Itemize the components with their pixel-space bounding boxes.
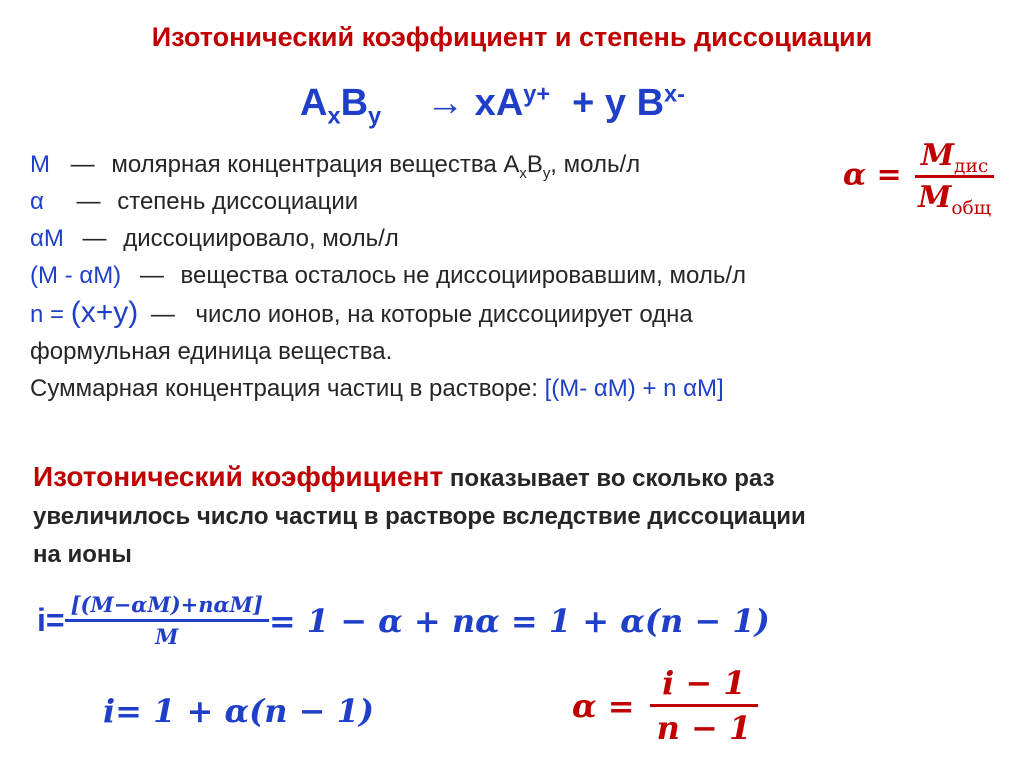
isotonic-line-3: на ионы — [33, 541, 132, 568]
def-dash: — — [139, 262, 164, 289]
eq-sub-y: y — [368, 102, 382, 129]
alpha2-lhs: α = — [572, 686, 635, 725]
def-symbol: (M - αM) — [30, 262, 122, 289]
alpha2-denominator: n − 1 — [656, 709, 752, 747]
def-text: формульная единица вещества. — [30, 338, 393, 365]
alpha2-fraction — [645, 664, 764, 747]
def-text: вещества осталось не диссоциировавшим, моль/л — [180, 262, 746, 289]
eq-sup-xminus: x- — [664, 80, 685, 107]
eq-plus-yb: + y B — [572, 82, 665, 124]
i-rhs: = 1 − α + nα = 1 + α(n − 1) — [268, 601, 770, 640]
i-numerator: [(M−αM)+nαM] — [65, 592, 269, 622]
alpha-numerator: $M_{дис}$ — [915, 138, 994, 178]
def-symbol-n: n = — [30, 301, 71, 328]
def-text: степень диссоциации — [117, 188, 359, 215]
def-symbol-xy: (x+y) — [70, 296, 139, 329]
definition-formula-unit — [30, 333, 746, 370]
definitions-block — [30, 146, 746, 407]
isotonic-line-1 — [33, 458, 806, 498]
alpha-fraction — [912, 138, 997, 219]
i-denominator: M — [155, 624, 179, 649]
isotonic-rest: показывает во сколько раз — [443, 465, 775, 492]
def-text: молярная концентрация вещества $A_xB_y$, моль/л — [111, 151, 641, 182]
def-symbol: αM — [30, 225, 64, 252]
eq-sup-yplus: y+ — [523, 80, 551, 107]
def-text: число ионов, на которые диссоциирует одна — [195, 301, 693, 328]
definition-molarity — [30, 146, 746, 183]
isotonic-formula-full — [37, 592, 770, 649]
alpha-definition-formula — [843, 138, 997, 219]
definition-ion-count — [30, 294, 746, 333]
isotonic-formula-short — [103, 692, 374, 730]
def-text: диссоциировало, моль/л — [123, 225, 399, 252]
alpha-lhs: α = — [843, 157, 902, 193]
isotonic-term: Изотонический коэффициент — [33, 461, 444, 492]
eq-arrow-xa: → xA — [426, 82, 524, 124]
eq-sub-x: x — [327, 102, 341, 129]
slide-title: Изотонический коэффициент и степень диссоциации — [151, 22, 873, 52]
isotonic-line-2: увеличилось число частиц в растворе вследствие диссоциации — [33, 503, 806, 530]
i-lhs: i= — [37, 602, 65, 638]
i-fraction — [65, 592, 269, 649]
def-dash: — — [76, 188, 101, 215]
def-symbol: M — [30, 151, 50, 178]
dissociation-equation — [300, 80, 685, 129]
definition-remaining — [30, 257, 746, 294]
def-symbol: α — [30, 188, 44, 215]
alpha2-numerator: i − 1 — [650, 664, 758, 707]
definition-total-concentration — [30, 370, 746, 407]
def-dash: — — [150, 301, 175, 328]
alpha-denominator: $M_{общ}$ — [918, 180, 992, 219]
def-formula: [(M- αM) + n αM] — [544, 375, 724, 402]
alpha-from-i-formula — [572, 664, 763, 747]
i-short: i= 1 + α(n − 1) — [103, 692, 374, 730]
def-dash: — — [82, 225, 107, 252]
eq-lhs-b: B — [340, 82, 369, 124]
eq-lhs-a: A — [300, 82, 328, 124]
definition-alpha-m — [30, 220, 746, 257]
definition-alpha — [30, 183, 746, 220]
def-dash: — — [70, 151, 95, 178]
isotonic-explanation — [33, 458, 806, 574]
def-text: Суммарная концентрация частиц в растворе: — [30, 375, 545, 402]
